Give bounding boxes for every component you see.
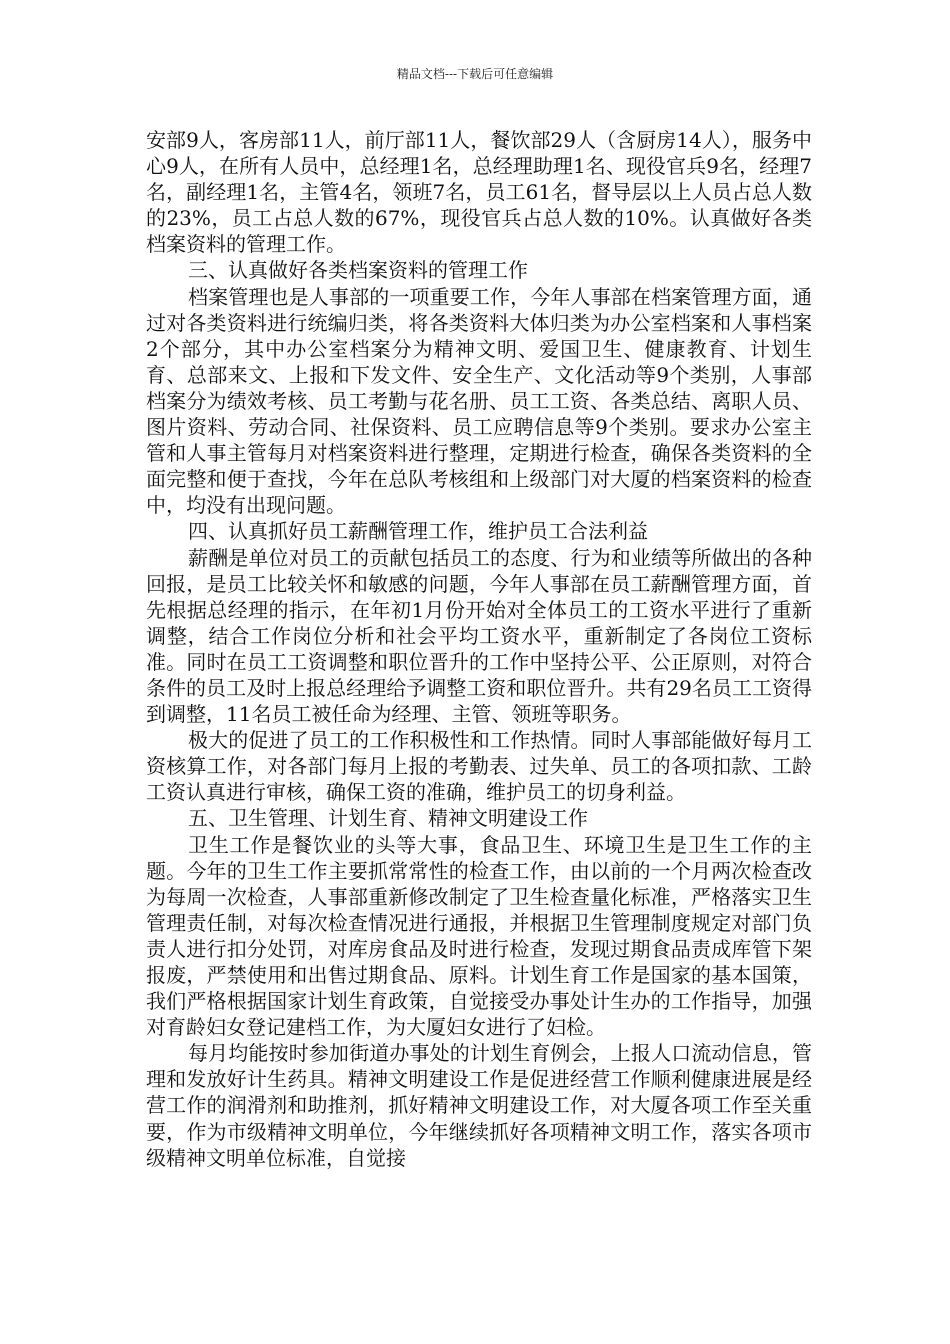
paragraph-staff-statistics: 安部9人，客房部11人，前厅部11人，餐饮部29人（含厨房14人），服务中心9人，在所有人员中，总经理1名，总经理助理1名、现役官兵9名，经理7名，副经理1名，主管4名，领班7名，员工61名，督导层以上人员占总人数的23%，员工占总人数的67%，现役官兵占总人数的10%。认真做好各类档案资料的管理工作。 (146, 128, 812, 257)
section-heading-hygiene: 五、卫生管理、计划生育、精神文明建设工作 (188, 806, 588, 831)
paragraph-salary: 薪酬是单位对员工的贡献包括员工的态度、行为和业绩等所做出的各种回报，是员工比较关怀和敏感的问题，今年人事部在员工薪酬管理方面，首先根据总经理的指示，在年初1月份开始对全体员工的工资水平进行了重新调整，结合工作岗位分析和社会平均工资水平，重新制定了各岗位工资标准。同时在员工工资调整和职位晋升的工作中坚持公平、公正原则，对符合条件的员工及时上报总经理给予调整工资和职位晋升。共有29名员工工资得到调整，11名员工被任命为经理、主管、领班等职务。 (146, 545, 812, 727)
paragraph-hygiene: 卫生工作是餐饮业的头等大事，食品卫生、环境卫生是卫生工作的主题。今年的卫生工作主要抓常常性的检查工作，由以前的一个月两次检查改为每周一次检查，人事部重新修改制定了卫生检查量化标准，严格落实卫生管理责任制，对每次检查情况进行通报，并根据卫生管理制度规定对部门负责人进行扣分处罚，对库房食品及时进行检查，发现过期食品责成库管下架报废，严禁使用和出售过期食品、原料。计划生育工作是国家的基本国策，我们严格根据国家计划生育政策，自觉接受办事处计生办的工作指导，加强对育龄妇女登记建档工作，为大厦妇女进行了妇检。 (146, 832, 812, 1040)
page-header: 精品文档---下载后可任意编辑 (396, 67, 554, 81)
paragraph-archives: 档案管理也是人事部的一项重要工作，今年人事部在档案管理方面，通过对各类资料进行统编归类，将各类资料大体归类为办公室档案和人事档案2个部分，其中办公室档案分为精神文明、爱国卫生、健康教育、计划生育、总部来文、上报和下发文件、安全生产、文化活动等9个类别，人事部档案分为绩效考核、员工考勤与花名册、员工工资、各类总结、离职人员、图片资料、劳动合同、社保资料、员工应聘信息等9个类别。要求办公室主管和人事主管每月对档案资料进行整理，定期进行检查，确保各类资料的全面完整和便于查找，今年在总队考核组和上级部门对大厦的档案资料的检查中，均没有出现问题。 (146, 284, 812, 518)
paragraph-salary-continued: 极大的促进了员工的工作积极性和工作热情。同时人事部能做好每月工资核算工作，对各部门每月上报的考勤表、过失单、员工的各项扣款、工龄工资认真进行审核，确保工资的准确，维护员工的切身利益。 (146, 728, 812, 805)
section-heading-salary: 四、认真抓好员工薪酬管理工作，维护员工合法利益 (188, 519, 648, 544)
section-heading-archives: 三、认真做好各类档案资料的管理工作 (188, 258, 528, 283)
paragraph-civilization: 每月均能按时参加街道办事处的计划生育例会，上报人口流动信息，管理和发放好计生药具。精神文明建设工作是促进经营工作顺利健康进展是经营工作的润滑剂和助推剂，抓好精神文明建设工作，对大厦各项工作至关重要，作为市级精神文明单位，今年继续抓好各项精神文明工作，落实各项市级精神文明单位标准，自觉接 (146, 1041, 812, 1170)
document-body (146, 127, 812, 1171)
